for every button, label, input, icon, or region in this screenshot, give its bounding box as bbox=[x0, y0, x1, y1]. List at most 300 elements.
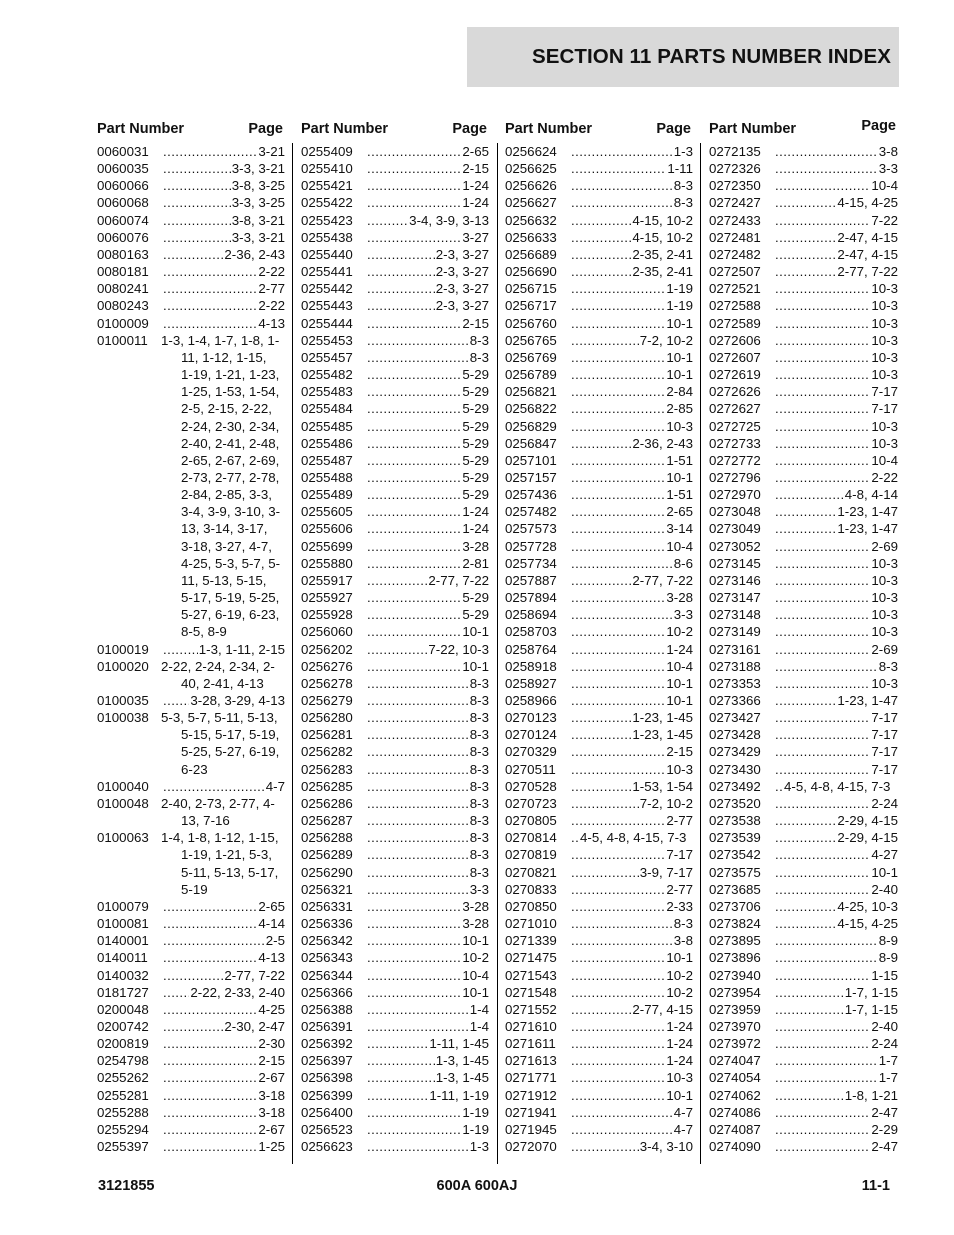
index-row bbox=[301, 1052, 489, 1069]
page-ref-cell bbox=[569, 143, 693, 160]
part-number: 0256279 bbox=[301, 693, 353, 708]
page-refs: 10-3 bbox=[871, 435, 898, 451]
index-row bbox=[505, 1104, 693, 1121]
part-number: 0270124 bbox=[505, 727, 557, 743]
page-ref-cell bbox=[773, 778, 898, 795]
index-row bbox=[505, 898, 693, 915]
page-refs: 8-3 bbox=[469, 727, 489, 743]
part-number: 0273148 bbox=[709, 607, 761, 623]
page-refs: 2-69 bbox=[871, 538, 898, 554]
page-refs: 3-28 bbox=[462, 538, 489, 554]
index-column-3 bbox=[505, 119, 693, 1155]
dot-leader bbox=[775, 229, 836, 246]
page-refs: 3-14 bbox=[666, 521, 693, 537]
part-number: 0257728 bbox=[505, 538, 557, 554]
page-refs-continued: 13, 7-16 bbox=[181, 813, 230, 829]
page-refs: 1-23, 1-47 bbox=[837, 521, 898, 537]
header-page: Page bbox=[452, 121, 487, 137]
part-number: 0256789 bbox=[505, 367, 557, 383]
page-ref-cell bbox=[365, 881, 489, 898]
index-row bbox=[505, 572, 693, 589]
page-refs: 3-8 bbox=[878, 144, 898, 159]
page-refs: 10-3 bbox=[871, 349, 898, 365]
page-ref-cell bbox=[365, 212, 489, 229]
part-number: 0270528 bbox=[505, 778, 557, 794]
page-refs: 2-29, 4-15 bbox=[837, 830, 898, 846]
dot-leader bbox=[367, 349, 469, 366]
page-refs: 8-3 bbox=[469, 778, 489, 794]
page-refs: 2-35, 2-41 bbox=[632, 264, 693, 280]
index-row bbox=[301, 520, 489, 537]
page-refs: 1-24 bbox=[666, 1036, 693, 1052]
page-ref-cell bbox=[773, 692, 898, 709]
dot-leader bbox=[367, 1035, 428, 1052]
dot-leader bbox=[775, 795, 870, 812]
part-number: 0272588 bbox=[709, 298, 761, 314]
page-refs: 1-23, 1-45 bbox=[632, 710, 693, 726]
page-refs-continued: 4-25, 5-3, 5-7, 5- bbox=[181, 555, 281, 571]
dot-leader bbox=[775, 1087, 844, 1104]
page-ref-cell bbox=[365, 297, 489, 314]
page-ref-cell bbox=[569, 538, 693, 555]
part-number: 0255294 bbox=[97, 1121, 149, 1137]
index-row bbox=[97, 692, 285, 709]
page-refs: 3-21 bbox=[258, 144, 285, 159]
dot-leader bbox=[775, 1001, 844, 1018]
part-number: 0272626 bbox=[709, 384, 761, 400]
part-number: 0272482 bbox=[709, 246, 761, 262]
index-row bbox=[97, 778, 285, 795]
part-number: 0256627 bbox=[505, 195, 557, 211]
part-number: 0256765 bbox=[505, 332, 557, 348]
page-refs: 2-3, 3-27 bbox=[435, 264, 489, 280]
index-row bbox=[301, 503, 489, 520]
page-ref-cell bbox=[365, 1138, 489, 1155]
footer-page-number: 11-1 bbox=[861, 1178, 890, 1194]
part-number: 0060074 bbox=[97, 212, 149, 228]
part-number: 0270821 bbox=[505, 864, 557, 880]
page-ref-cell bbox=[161, 280, 285, 297]
index-row bbox=[505, 1035, 693, 1052]
index-row bbox=[301, 1018, 489, 1035]
part-number: 0140032 bbox=[97, 967, 149, 983]
page-refs: 10-3 bbox=[871, 315, 898, 331]
dot-leader bbox=[163, 692, 189, 709]
index-row bbox=[709, 812, 898, 829]
footer-model: 600A 600AJ bbox=[436, 1178, 518, 1194]
page-refs: 5-29 bbox=[462, 452, 489, 468]
page-ref-cell bbox=[773, 967, 898, 984]
page-ref-cell bbox=[569, 177, 693, 194]
index-row bbox=[97, 1018, 285, 1035]
part-number: 0273520 bbox=[709, 795, 761, 811]
page-ref-cell bbox=[773, 1121, 898, 1138]
page-ref-cell bbox=[569, 383, 693, 400]
part-number: 0273539 bbox=[709, 830, 761, 846]
index-row bbox=[709, 383, 898, 400]
index-row-first-line bbox=[97, 795, 285, 812]
index-row bbox=[97, 932, 285, 949]
part-number: 0255409 bbox=[301, 144, 353, 159]
index-row bbox=[97, 1087, 285, 1104]
part-number: 0272725 bbox=[709, 418, 761, 434]
index-row-first-line bbox=[97, 829, 285, 846]
page-refs-continued: 40, 2-41, 4-13 bbox=[181, 675, 264, 691]
page-refs: 2-15 bbox=[258, 1053, 285, 1069]
dot-leader bbox=[571, 795, 639, 812]
index-row bbox=[301, 280, 489, 297]
dot-leader bbox=[775, 1121, 870, 1138]
page-ref-cell bbox=[161, 1018, 285, 1035]
page-ref-cell bbox=[569, 212, 693, 229]
dot-leader bbox=[775, 246, 836, 263]
dot-leader bbox=[367, 212, 408, 229]
page-refs: 3-3, 3-21 bbox=[231, 229, 285, 245]
page-refs: 2-77, 7-22 bbox=[224, 967, 285, 983]
index-row bbox=[301, 984, 489, 1001]
part-number: 0255880 bbox=[301, 555, 353, 571]
page-refs: 1-19 bbox=[462, 1121, 489, 1137]
dot-leader bbox=[163, 194, 231, 211]
part-number: 0257573 bbox=[505, 521, 557, 537]
index-row bbox=[505, 812, 693, 829]
dot-leader bbox=[775, 194, 836, 211]
index-row bbox=[505, 984, 693, 1001]
page-refs: 1-7 bbox=[878, 1053, 898, 1069]
page-ref-cell bbox=[365, 1087, 489, 1104]
index-row-first-line bbox=[97, 709, 285, 726]
page-refs-continued: 1-19, 1-21, 1-23, bbox=[181, 367, 280, 383]
page-refs: 1-23, 1-47 bbox=[837, 504, 898, 520]
index-row bbox=[301, 555, 489, 572]
page-ref-cell bbox=[365, 177, 489, 194]
dot-leader bbox=[367, 709, 469, 726]
page-refs: 3-18 bbox=[258, 1087, 285, 1103]
part-number: 0271548 bbox=[505, 984, 557, 1000]
dot-leader bbox=[571, 418, 665, 435]
header-page: Page bbox=[248, 121, 283, 137]
dot-leader bbox=[367, 692, 469, 709]
part-number: 0271611 bbox=[505, 1036, 556, 1052]
part-number: 0270723 bbox=[505, 795, 557, 811]
dot-leader bbox=[775, 967, 870, 984]
part-number: 0140001 bbox=[97, 933, 149, 949]
section-title-bar bbox=[467, 27, 899, 87]
index-row bbox=[709, 349, 898, 366]
index-row bbox=[709, 709, 898, 726]
page-ref-cell bbox=[569, 589, 693, 606]
dot-leader bbox=[367, 160, 461, 177]
part-number: 0274054 bbox=[709, 1070, 761, 1086]
page-refs: 10-1 bbox=[462, 984, 489, 1000]
dot-leader bbox=[163, 1035, 257, 1052]
index-row bbox=[301, 743, 489, 760]
index-row bbox=[709, 1121, 898, 1138]
page-ref-cell bbox=[365, 967, 489, 984]
page-refs: 8-6 bbox=[673, 555, 693, 571]
page-ref-cell bbox=[365, 984, 489, 1001]
dot-leader bbox=[367, 263, 435, 280]
index-row bbox=[97, 1138, 285, 1155]
dot-leader bbox=[367, 1104, 461, 1121]
index-row bbox=[97, 915, 285, 932]
dot-leader bbox=[163, 778, 265, 795]
page-ref-cell bbox=[773, 486, 898, 503]
page-ref-cell bbox=[365, 418, 489, 435]
dot-leader bbox=[571, 589, 665, 606]
page-refs: 10-3 bbox=[871, 572, 898, 588]
dot-leader bbox=[775, 332, 870, 349]
page-refs: 1-24 bbox=[462, 178, 489, 194]
part-number: 0271552 bbox=[505, 1001, 557, 1017]
dot-leader bbox=[571, 280, 665, 297]
page-ref-cell bbox=[161, 1052, 285, 1069]
page-refs: 2-3, 3-27 bbox=[435, 298, 489, 314]
page-refs: 4-7 bbox=[265, 778, 285, 794]
page-refs: 2-15 bbox=[462, 161, 489, 177]
part-number: 0256366 bbox=[301, 984, 353, 1000]
dot-leader bbox=[775, 572, 870, 589]
page-refs-continued: 13, 3-14, 3-17, bbox=[181, 521, 268, 537]
page-ref-cell bbox=[569, 1087, 693, 1104]
dot-leader bbox=[775, 1138, 870, 1155]
part-number: 0273940 bbox=[709, 967, 761, 983]
page-ref-cell bbox=[365, 572, 489, 589]
part-number: 0255488 bbox=[301, 469, 353, 485]
index-row bbox=[301, 1001, 489, 1018]
page-ref-cell bbox=[569, 932, 693, 949]
dot-leader bbox=[163, 1104, 257, 1121]
page-refs: 10-3 bbox=[871, 281, 898, 297]
index-row bbox=[709, 280, 898, 297]
index-row bbox=[709, 452, 898, 469]
page-refs: 8-3 bbox=[469, 830, 489, 846]
part-number: 0274090 bbox=[709, 1139, 761, 1155]
part-number: 0256280 bbox=[301, 710, 353, 726]
dot-leader bbox=[367, 280, 435, 297]
dot-leader bbox=[367, 641, 427, 658]
dot-leader bbox=[571, 452, 665, 469]
index-row bbox=[301, 589, 489, 606]
index-row bbox=[505, 1087, 693, 1104]
page-ref-cell bbox=[569, 452, 693, 469]
page-ref-cell bbox=[569, 675, 693, 692]
page-ref-cell bbox=[773, 915, 898, 932]
page-ref-cell bbox=[569, 418, 693, 435]
page-ref-cell bbox=[773, 452, 898, 469]
page-refs: 5-29 bbox=[462, 401, 489, 417]
part-number: 0273052 bbox=[709, 538, 761, 554]
page-ref-cell bbox=[365, 623, 489, 640]
dot-leader bbox=[571, 246, 631, 263]
page-ref-cell bbox=[569, 692, 693, 709]
dot-leader bbox=[775, 1018, 870, 1035]
page-ref-cell bbox=[365, 641, 489, 658]
dot-leader bbox=[571, 469, 665, 486]
index-row bbox=[709, 949, 898, 966]
index-row bbox=[301, 1104, 489, 1121]
page-ref-cell bbox=[365, 778, 489, 795]
index-row bbox=[505, 177, 693, 194]
part-number: 0272070 bbox=[505, 1139, 557, 1155]
page-ref-cell bbox=[773, 1001, 898, 1018]
dot-leader bbox=[571, 332, 639, 349]
dot-leader bbox=[163, 1121, 257, 1138]
part-number: 0273954 bbox=[709, 984, 761, 1000]
dot-leader bbox=[571, 812, 665, 829]
page-ref-cell bbox=[569, 1104, 693, 1121]
part-number: 0271945 bbox=[505, 1121, 557, 1137]
page-refs: 1-19 bbox=[666, 298, 693, 314]
dot-leader bbox=[571, 658, 665, 675]
page-ref-cell bbox=[773, 795, 898, 812]
page-refs: 2-30 bbox=[258, 1036, 285, 1052]
page-ref-cell bbox=[569, 864, 693, 881]
page-refs: 10-4 bbox=[462, 967, 489, 983]
part-number: 0255482 bbox=[301, 367, 353, 383]
page-ref-cell bbox=[365, 1052, 489, 1069]
page-refs: 1-24 bbox=[666, 1053, 693, 1069]
page-refs: 1-11, 1-45 bbox=[429, 1036, 489, 1052]
index-row bbox=[301, 229, 489, 246]
page-refs: 1-3, 1-4, 1-7, 1-8, 1- bbox=[161, 332, 280, 348]
dot-leader bbox=[367, 778, 469, 795]
dot-leader bbox=[367, 1001, 469, 1018]
index-row bbox=[709, 658, 898, 675]
dot-leader bbox=[367, 726, 469, 743]
page-ref-cell bbox=[773, 520, 898, 537]
index-row bbox=[505, 1018, 693, 1035]
index-row bbox=[505, 1138, 693, 1155]
page-ref-cell bbox=[569, 812, 693, 829]
part-number: 0273149 bbox=[709, 624, 761, 640]
page-ref-cell bbox=[365, 726, 489, 743]
part-number: 0100040 bbox=[97, 778, 149, 794]
page-ref-cell bbox=[773, 812, 898, 829]
index-row bbox=[505, 297, 693, 314]
index-row bbox=[301, 1121, 489, 1138]
index-row bbox=[709, 778, 898, 795]
dot-leader bbox=[775, 383, 870, 400]
dot-leader bbox=[163, 641, 198, 658]
page-ref-cell bbox=[773, 297, 898, 314]
part-number: 0272326 bbox=[709, 161, 761, 177]
dot-leader bbox=[571, 606, 673, 623]
part-number: 0100063 bbox=[97, 830, 149, 846]
dot-leader bbox=[367, 589, 461, 606]
index-row bbox=[709, 1018, 898, 1035]
section-title: SECTION 11 PARTS NUMBER INDEX bbox=[531, 45, 891, 68]
page-refs: 2-65 bbox=[258, 898, 285, 914]
index-row bbox=[301, 864, 489, 881]
index-column-1 bbox=[97, 119, 285, 1155]
page-refs: 2-67 bbox=[258, 1121, 285, 1137]
page-refs: 5-29 bbox=[462, 469, 489, 485]
page-ref-cell bbox=[569, 280, 693, 297]
dot-leader bbox=[367, 418, 461, 435]
dot-leader bbox=[775, 949, 878, 966]
dot-leader bbox=[367, 520, 461, 537]
page-ref-cell bbox=[569, 881, 693, 898]
dot-leader bbox=[163, 1138, 257, 1155]
page-refs: 3-3 bbox=[878, 161, 898, 177]
page-ref-cell bbox=[365, 503, 489, 520]
part-number: 0255444 bbox=[301, 315, 353, 331]
part-number: 0060031 bbox=[97, 144, 149, 159]
page-ref-cell bbox=[161, 1121, 285, 1138]
dot-leader bbox=[367, 452, 461, 469]
page-ref-cell bbox=[365, 829, 489, 846]
page-ref-cell bbox=[569, 898, 693, 915]
dot-leader bbox=[775, 160, 878, 177]
page-refs: 3-28 bbox=[666, 590, 693, 606]
page-ref-cell bbox=[773, 400, 898, 417]
page-refs: 10-3 bbox=[871, 590, 898, 606]
page-ref-cell bbox=[773, 606, 898, 623]
index-row bbox=[709, 315, 898, 332]
page-refs: 10-1 bbox=[666, 950, 693, 966]
part-number: 0256282 bbox=[301, 744, 353, 760]
part-number: 0255262 bbox=[97, 1070, 149, 1086]
page-ref-cell bbox=[773, 641, 898, 658]
page-ref-cell bbox=[365, 846, 489, 863]
dot-leader bbox=[775, 555, 870, 572]
index-row bbox=[709, 212, 898, 229]
page-refs: 4-15, 4-25 bbox=[837, 916, 898, 932]
part-number: 0272970 bbox=[709, 487, 761, 503]
page-refs: 5-29 bbox=[462, 590, 489, 606]
index-row bbox=[709, 1052, 898, 1069]
page-refs: 2-5 bbox=[265, 933, 285, 949]
dot-leader bbox=[163, 143, 257, 160]
page-refs: 8-3 bbox=[469, 332, 489, 348]
index-row bbox=[301, 641, 489, 658]
page-refs-continued: 8-5, 8-9 bbox=[181, 624, 227, 640]
index-row bbox=[505, 538, 693, 555]
page-ref-cell bbox=[773, 675, 898, 692]
dot-leader bbox=[775, 606, 870, 623]
page-refs: 10-3 bbox=[871, 418, 898, 434]
dot-leader bbox=[775, 675, 870, 692]
part-number: 0256285 bbox=[301, 778, 353, 794]
page-ref-cell bbox=[569, 606, 693, 623]
page-refs: 4-27 bbox=[871, 847, 898, 863]
index-row bbox=[709, 692, 898, 709]
dot-leader bbox=[571, 349, 665, 366]
page-refs: 8-3 bbox=[469, 349, 489, 365]
dot-leader bbox=[571, 143, 673, 160]
index-row bbox=[97, 177, 285, 194]
part-number: 0254798 bbox=[97, 1053, 149, 1069]
index-row bbox=[709, 641, 898, 658]
dot-leader bbox=[571, 1104, 673, 1121]
page-ref-cell bbox=[161, 984, 285, 1001]
page-refs: 5-3, 5-7, 5-11, 5-13, bbox=[161, 710, 278, 726]
part-number: 0255699 bbox=[301, 538, 353, 554]
part-number: 0080241 bbox=[97, 281, 149, 297]
part-number: 0100048 bbox=[97, 795, 149, 811]
dot-leader bbox=[571, 503, 665, 520]
page-ref-cell bbox=[161, 1104, 285, 1121]
page-refs: 8-3 bbox=[469, 864, 489, 880]
page-refs: 10-2 bbox=[666, 967, 693, 983]
page-refs: 2-65 bbox=[462, 144, 489, 159]
part-number: 0270819 bbox=[505, 847, 557, 863]
dot-leader bbox=[367, 503, 461, 520]
index-row bbox=[709, 435, 898, 452]
page-ref-cell bbox=[773, 846, 898, 863]
dot-leader bbox=[571, 194, 673, 211]
